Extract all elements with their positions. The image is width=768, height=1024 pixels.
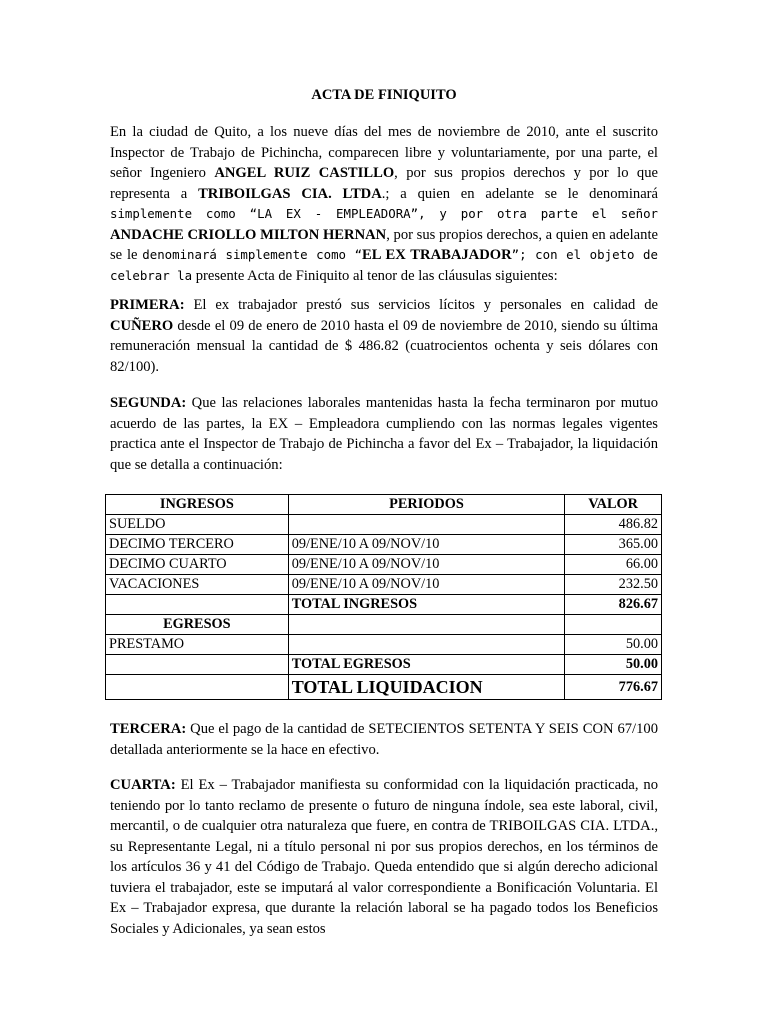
clause-cuarta: CUARTA: El Ex – Trabajador manifiesta su conformidad con la liquidación practicada, no teniendo por lo tanto reclamo de presente o futuro de ninguna índole, sea este laboral, civil, mercantil, o de cualquier otra naturaleza que fuere, en contra de TRIBOILGAS CIA. LTDA., su Representante Legal, ni a título personal ni por sus propios derechos, en los términos de los artículos 36 y 41 del Código de Trabajo. Queda entendido que si algún derecho adicional tuviera el trabajador, este se imputará al valor correspondiente a Bonificación Voluntaria. El Ex – Trabajador expresa, que durante la relación laboral se ha pagado todos los Beneficios Sociales y Adicionales, ya sean estos <box>110 777 658 937</box>
table-row: SUELDO 486.82 <box>106 515 662 535</box>
clause-heading: PRIMERA: <box>110 297 185 313</box>
table-row: DECIMO CUARTO 09/ENE/10 A 09/NOV/10 66.00 <box>106 555 662 575</box>
table-row: VACACIONES 09/ENE/10 A 09/NOV/10 232.50 <box>106 575 662 595</box>
document-title: ACTA DE FINIQUITO <box>311 87 457 103</box>
header-periodos: PERIODOS <box>288 495 565 515</box>
clause-heading: SEGUNDA: <box>110 395 187 411</box>
table-header-row <box>106 495 662 515</box>
clause-tercera: TERCERA: Que el pago de la cantidad de SETECIENTOS SETENTA Y SEIS CON 67/100 detallada anteriormente se la hace en efectivo. <box>110 721 658 758</box>
employer-rep-name: ANGEL RUIZ CASTILLO <box>214 165 395 181</box>
liquidation-table <box>105 494 662 700</box>
table-row: DECIMO TERCERO 09/ENE/10 A 09/NOV/10 365.00 <box>106 535 662 555</box>
header-ingresos: INGRESOS <box>106 495 289 515</box>
total-ingresos-value: 826.67 <box>565 595 662 615</box>
clause-heading: TERCERA: <box>110 721 187 737</box>
company-name: TRIBOILGAS CIA. LTDA <box>198 185 382 202</box>
table-row: PRESTAMO 50.00 <box>106 635 662 655</box>
clause-primera: PRIMERA: El ex trabajador prestó sus servicios lícitos y personales en calidad de CUÑERO desde el 09 de enero de 2010 hasta el 09 de noviembre de 2010, siendo su última remuneración mensual la cantidad de $ 486.82 (cuatrocientos ochenta y seis dólares con 82/100). <box>110 297 658 375</box>
egresos-header-row: EGRESOS <box>106 615 662 635</box>
total-liquidacion-value: 776.67 <box>565 675 662 700</box>
total-liquidacion-row: TOTAL LIQUIDACION 776.67 <box>106 675 662 700</box>
total-egresos-value: 50.00 <box>565 655 662 675</box>
clause-heading: CUARTA: <box>110 777 176 793</box>
worker-designation: EL EX TRABAJADOR <box>362 247 512 263</box>
clause-segunda: SEGUNDA: Que las relaciones laborales mantenidas hasta la fecha terminaron por mutuo acuerdo de las partes, la EX – Empleadora cumpliendo con las normas legales vigentes practica ante el Inspector de Trabajo de Pichincha a favor del Ex – Trabajador, la liquidación que se detalla a continuación: <box>110 395 658 473</box>
total-ingresos-row: TOTAL INGRESOS 826.67 <box>106 595 662 615</box>
total-egresos-row: TOTAL EGRESOS 50.00 <box>106 655 662 675</box>
intro-paragraph: En la ciudad de Quito, a los nueve días del mes de noviembre de 2010, ante el suscrito Inspector de Trabajo de Pichincha, comparecen libre y voluntariamente, por una parte, el señor Ingeniero ANGEL RUIZ CASTILLO, por sus propios derechos y por lo que representa a TRIBOILGAS CIA. LTDA.; a quien en adelante se le denominará simplemente como “LA EX - EMPLEADORA”, y por otra parte el señor ANDACHE CRIOLLO MILTON HERNAN, por sus propios derechos, a quien en adelante se le denominará simplemente como “EL EX TRABAJADOR”; con el objeto de celebrar la presente Acta de Finiquito al tenor de las cláusulas siguientes: <box>110 124 659 284</box>
worker-name: ANDACHE CRIOLLO MILTON HERNAN <box>110 226 387 243</box>
header-valor: VALOR <box>565 495 662 515</box>
